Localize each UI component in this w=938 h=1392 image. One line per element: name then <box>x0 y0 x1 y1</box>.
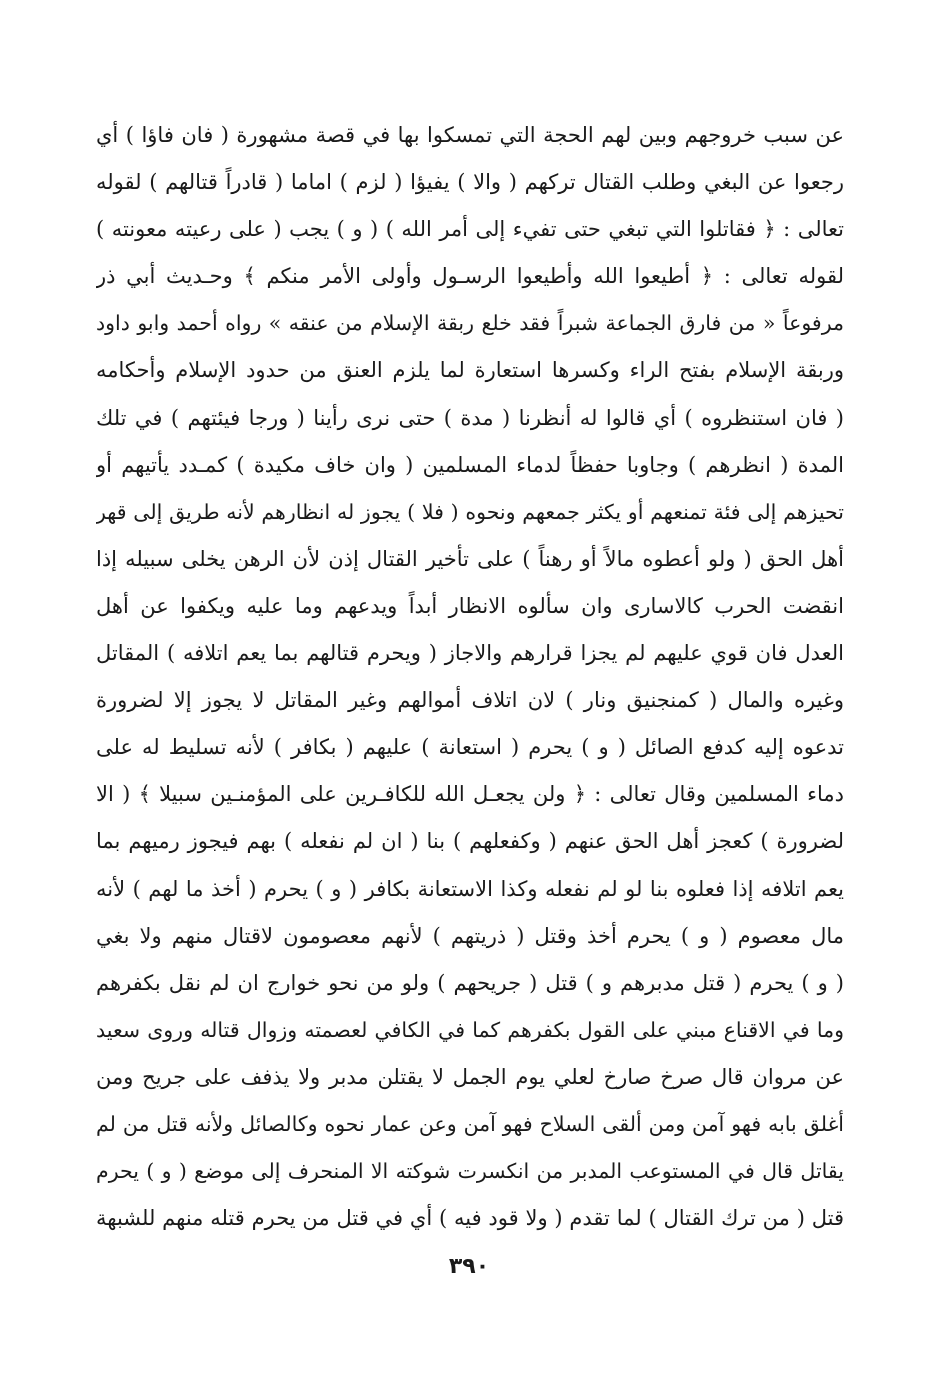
body-text <box>96 112 844 1242</box>
text-line: وربقة الإسلام بفتح الراء وكسرها استعارة لما يلزم العنق من حدود الإسلام وأحكامه <box>96 358 844 383</box>
text-line: العدل فان قوي عليهم لم يجزا قرارهم والاجاز ( ويحرم قتالهم بما يعم اتلافه ) المقاتل <box>96 641 844 666</box>
text-line: ( و ) يحرم ( قتل مدبرهم و ) قتل ( جريحهم ) ولو من نحو خوارج ان لم نقل بكفرهم <box>96 970 844 995</box>
text-line: أهل الحق ( ولو أعطوه مالاً أو رهناً ) على تأخير القتال إذن لأن الرهن يخلى سبيله إذا <box>96 546 844 571</box>
text-line: لقوله تعالى : ﴿ أطيعوا الله وأطيعوا الرسـول وأولى الأمر منكم ﴾ وحـديث أبي ذر <box>96 264 844 289</box>
text-line: أغلق بابه فهو آمن ومن ألقى السلاح فهو آمن وعن عمار نحوه وكالصائل ولأنه قتل من لم <box>96 1111 844 1136</box>
text-line: تعالى : ﴿ فقاتلوا التي تبغي حتى تفيء إلى أمر الله ) ( و ) يجب ( على رعيته معونته ) <box>96 217 844 242</box>
text-line: عن مروان قال صرخ صارخ لعلي يوم الجمل لا يقتلن مدبر ولا يذفف على جريح ومن <box>96 1064 844 1089</box>
text-line: انقضت الحرب كالاسارى وان سألوه الانظار أبداً ويدعهم وما عليه ويكفوا عن أهل <box>96 593 844 618</box>
text-line: يقاتل قال في المستوعب المدبر من انكسرت شوكته الا المنحرف إلى موضع ( و ) يحرم <box>96 1159 844 1184</box>
text-line: وغيره والمال ( كمنجنيق ونار ) لان اتلاف أموالهم وغير المقاتل لا يجوز إلا لضرورة <box>96 688 844 713</box>
text-line: وما في الاقناع مبني على القول بكفرهم كما في الكافي لعصمته وزوال قتاله وروى سعيد <box>96 1017 844 1042</box>
text-line: عن سبب خروجهم وبين لهم الحجة التي تمسكوا بها في قصة مشهورة ( فان فاؤا ) أي <box>96 123 844 147</box>
page-number: ٣٩٠ <box>448 1254 490 1279</box>
text-line: ( فان استنظروه ) أي قالوا له أنظرنا ( مدة ) حتى نرى رأينا ( ورجا فيئتهم ) في تلك <box>96 405 844 430</box>
text-line: دماء المسلمين وقال تعالى : ﴿ ولن يجعـل الله للكافـرين على المؤمنـين سبيلا ﴾ ( الا <box>96 782 844 807</box>
text-line: قتل ( من ترك القتال ) لما تقدم ( ولا قود فيه ) أي في قتل من يحرم قتله منهم للشبهة <box>96 1206 844 1231</box>
text-line: تدعوه إليه كدفع الصائل ( و ) يحرم ( استعانة ) عليهم ( بكافر ) لأنه تسليط له على <box>96 735 844 760</box>
text-line: تحيزهم إلى فئة تمنعهم أو يكثر جمعهم ونحوه ( فلا ) يجوز له انظارهم لأنه طريق إلى قهر <box>96 499 844 524</box>
text-line: لضرورة ) كعجز أهل الحق عنهم ( وكفعلهم ) بنا ( ان لم نفعله ) بهم فيجوز رميهم بما <box>96 829 844 854</box>
text-line: رجعوا عن البغي وطلب القتال تركهم ( والا ) يفيؤا ( لزم ) اماما ( قادراً قتالهم ) لقوله <box>96 170 844 195</box>
text-line: مال معصوم ( و ) يحرم أخذ وقتل ( ذريتهم ) لأنهم معصومون لاقتال منهم ولا بغي <box>96 923 844 948</box>
text-line: يعم اتلافه إذا فعلوه بنا لو لم نفعله وكذا الاستعانة بكافر ( و ) يحرم ( أخذ ما لهم ) لأنه <box>96 876 844 901</box>
text-line: مرفوعاً « من فارق الجماعة شبراً فقد خلع ربقة الإسلام من عنقه » رواه أحمد وابو داود <box>96 311 844 336</box>
text-line: المدة ( انظرهم ) وجاوبا حفظاً لدماء المسلمين ( وان خاف مكيدة ) كمـدد يأتيهم أو <box>96 452 844 477</box>
